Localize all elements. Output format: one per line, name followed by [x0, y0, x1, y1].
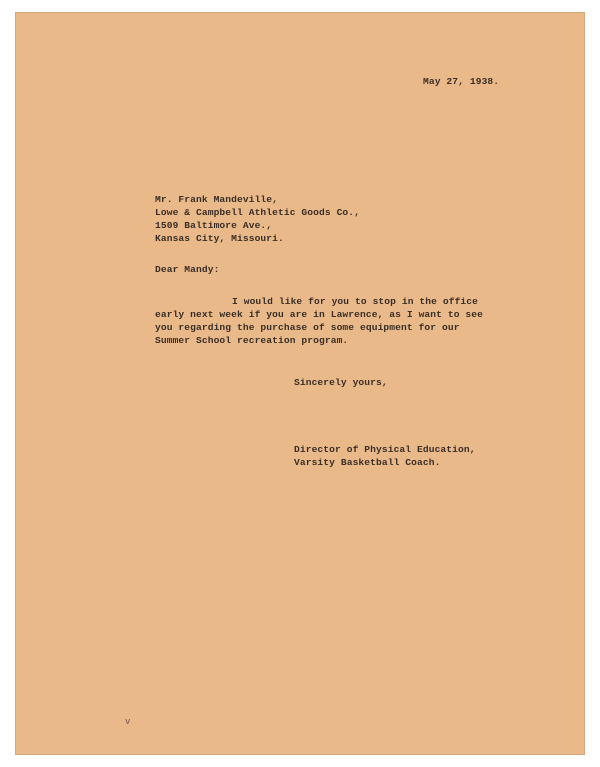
body-line: Summer School recreation program. [155, 335, 349, 346]
recipient-name: Mr. Frank Mandeville, [155, 194, 279, 205]
recipient-city: Kansas City, Missouri. [155, 233, 284, 244]
closing: Sincerely yours, [294, 377, 388, 388]
body-line: you regarding the purchase of some equipment for our [155, 322, 460, 333]
signature-title: Director of Physical Education, [294, 444, 476, 455]
letter-date: May 27, 1938. [423, 76, 500, 87]
recipient-company: Lowe & Campbell Athletic Goods Co., [155, 207, 361, 218]
salutation: Dear Mandy: [155, 264, 220, 275]
recipient-street: 1509 Baltimore Ave., [155, 220, 273, 231]
body-line: early next week if you are in Lawrence, as I want to see [155, 309, 484, 320]
footer-mark: v [125, 717, 131, 727]
signature-subtitle: Varsity Basketball Coach. [294, 457, 441, 468]
body-line: I would like for you to stop in the office [232, 296, 479, 307]
letter-paper [15, 12, 585, 755]
